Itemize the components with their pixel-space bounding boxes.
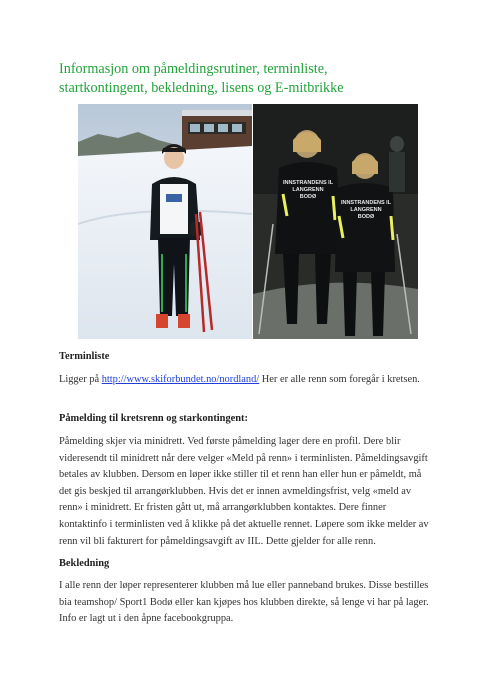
heading-pamelding: Påmelding til kretsrenn og starkontingent: (59, 413, 248, 424)
heading-terminliste: Terminliste (59, 351, 110, 362)
heading-bekledning: Bekledning (59, 558, 110, 569)
terminliste-text-after: Her er alle renn som foregår i kretsen. (259, 374, 420, 385)
jacket-text-left-1: INNSTRANDENS IL (282, 180, 334, 186)
jacket-text-left-2: LANGRENN (292, 187, 324, 193)
photo-collage (78, 104, 418, 339)
title-line-2: startkontingent, bekledning, lisens og E-mitbrikke (59, 80, 344, 96)
skiforbundet-link[interactable]: http://www.skiforbundet.no/nordland/ (101, 374, 260, 385)
jacket-text-right-1: INNSTRANDENS IL (340, 200, 392, 206)
page-title (59, 60, 439, 98)
pamelding-paragraph: Påmelding skjer via minidrett. Ved første påmelding lager dere en profil. Dere blir videresendt til minidrett når dere velger «Meld på renn» i terminlisten. Påmeldingsavgift betales av klubben. Dersom en løper ikke stiller til et renn han eller hun er påmeldt, må det gis beskjed til arrangørklubben. Hvis det er innen avmeldingsfrist, velg «meld av renn» i minidrett. Er fristen gått ut, må arrangørklubben kontaktes. Dere finner kontaktinfo i terminlisten ved å klikke på det aktuelle rennet. Løpere som ikke melder av renn vil bli fakturert for påmeldingsavgift av IIL. Dette gjelder for alle renn. (59, 436, 429, 547)
jacket-text-left-3: BODØ (299, 194, 317, 200)
terminliste-paragraph (59, 372, 434, 389)
photo-skiers-night (253, 104, 418, 339)
terminliste-text-before: Ligger på (59, 374, 102, 385)
jacket-text-right-2: LANGRENN (350, 207, 382, 213)
photo-young-skier (78, 104, 252, 339)
jacket-text-right-3: BODØ (357, 214, 375, 220)
title-line-1: Informasjon om påmeldingsrutiner, terminliste, (59, 61, 328, 77)
bekledning-paragraph: I alle renn der løper representerer klubben må lue eller panneband brukes. Disse bestilles bia teamshop/ Sport1 Bodø eller kan kjøpes hos klubben direkte, så lenge vi har på lager. Info er lagt ut i den åpne facebookgruppa. (59, 580, 429, 625)
